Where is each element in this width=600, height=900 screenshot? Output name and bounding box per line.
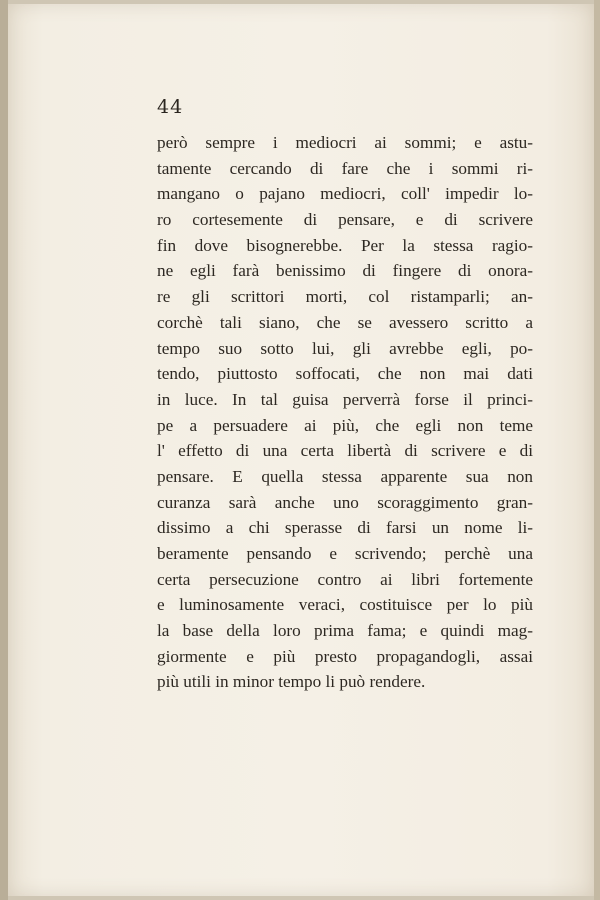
page-left-edge — [0, 0, 8, 900]
text-line: fin dove bisognerebbe. Per la stessa ragio- — [157, 235, 533, 255]
text-line: ro cortesemente di pensare, e di scrivere — [157, 210, 533, 230]
text-line: re gli scrittori morti, col ristamparli; an- — [157, 287, 533, 307]
text-line: la base della loro prima fama; e quindi mag- — [157, 621, 533, 641]
text-line: beramente pensando e scrivendo; perchè una — [157, 544, 533, 563]
text-line-last: più utili in minor tempo li può rendere. — [157, 672, 426, 692]
text-line: pe a persuadere ai più, che egli non teme — [157, 415, 533, 435]
text-line: però sempre i mediocri ai sommi; e astu- — [157, 133, 533, 152]
body-text — [157, 130, 533, 695]
text-line: certa persecuzione contro ai libri fortemente — [157, 569, 533, 589]
page-number: 44 — [157, 96, 184, 118]
text-line: ne egli farà benissimo di fingere di onora- — [157, 261, 533, 281]
text-line: l' effetto di una certa libertà di scrivere e di — [157, 441, 533, 461]
text-line: dissimo a chi sperasse di farsi un nome li- — [157, 518, 533, 538]
page-right-edge — [594, 0, 600, 900]
text-line: corchè tali siano, che se avessero scritto a — [157, 312, 533, 332]
text-line: tendo, piuttosto soffocati, che non mai dati — [157, 364, 533, 384]
text-line: tamente cercando di fare che i sommi ri- — [157, 158, 533, 178]
text-line: giormente e più presto propagandogli, assai — [157, 646, 533, 666]
text-line: e luminosamente veraci, costituisce per lo più — [157, 595, 533, 615]
text-line: in luce. In tal guisa perverrà forse il princi- — [157, 389, 533, 409]
text-line: mangano o pajano mediocri, coll' impedir lo- — [157, 184, 533, 204]
text-line: pensare. E quella stessa apparente sua non — [157, 466, 533, 486]
text-line: curanza sarà anche uno scoraggimento gran- — [157, 492, 533, 512]
text-line: tempo suo sotto lui, gli avrebbe egli, po- — [157, 338, 533, 358]
